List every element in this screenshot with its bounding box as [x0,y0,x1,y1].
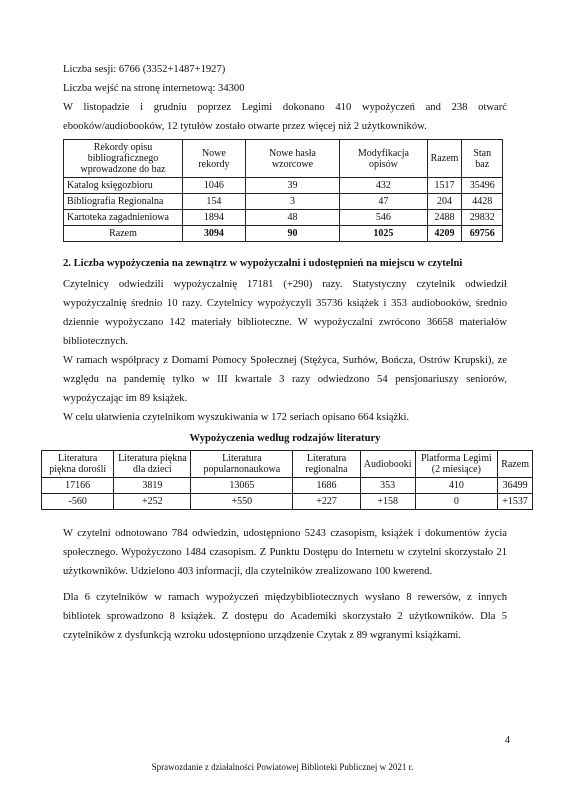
table-total-row [64,226,503,242]
table-cell: 39 [245,178,339,194]
table-row [64,194,503,210]
table-cell: +550 [191,494,293,510]
table-cell: 35496 [462,178,503,194]
literature-header-cell: Audiobooki [360,451,415,478]
table-row [64,210,503,226]
sessions-line: Liczba sesji: 6766 (3352+1487+1927) [63,64,226,75]
total-cell: 69756 [462,226,503,242]
total-cell: 3094 [183,226,246,242]
records-header-cell: Stan baz [462,140,503,178]
section-heading: 2. Liczba wypożyczenia na zewnątrz w wypożyczalni i udostępnień na miejscu w czytelni [63,258,463,269]
series-paragraph: W celu ułatwienia czytelnikom wyszukiwania w 172 seriach opisano 664 książki. [63,412,410,423]
entries-line: Liczba wejść na stronę internetową: 34300 [63,83,245,94]
total-label: Razem [64,226,183,242]
table-cell: 1046 [183,178,246,194]
records-table [63,139,503,242]
records-header-cell: Razem [427,140,462,178]
table-cell: +252 [114,494,191,510]
records-header-cell: Nowe rekordy [183,140,246,178]
table-cell: 154 [183,194,246,210]
page-content [49,60,529,645]
records-header-cell: Nowe hasła wzorcowe [245,140,339,178]
total-cell: 1025 [340,226,427,242]
table-cell: 4428 [462,194,503,210]
table-cell: 48 [245,210,339,226]
page-footer: Sprawozdanie z działalności Powiatowej Biblioteki Publicznej w 2021 r. [151,762,414,772]
dps-paragraph: W ramach współpracy z Domami Pomocy Społecznej (Stężyca, Surhów, Bończa, Ostrów Krupski), ze względu na pandemię tylko w III kwartale 3 razy odwiedzono 54 pensjonariuszy seniorów, wypożyczając im 89 książek. [63,355,507,404]
table-cell: 410 [415,478,498,494]
table-row [42,478,533,494]
total-cell: 90 [245,226,339,242]
literature-header-cell: Platforma Legimi (2 miesiące) [415,451,498,478]
table-cell: 17166 [42,478,114,494]
table-cell: 36499 [498,478,533,494]
table-cell: +1537 [498,494,533,510]
table-cell: 1686 [293,478,360,494]
literature-table [41,450,533,510]
table-cell: 546 [340,210,427,226]
row-label: Bibliografia Regionalna [64,194,183,210]
legimi-paragraph: W listopadzie i grudniu poprzez Legimi dokonano 410 wypożyczeń and 238 otwarć ebooków/audiobooków, 12 tytułów zostało otwarte przez więcej niż 2 użytkowników. [63,102,507,132]
table-row [64,178,503,194]
literature-header-cell: Literatura popularnonaukowa [191,451,293,478]
table-cell: 47 [340,194,427,210]
table-row [42,494,533,510]
table-cell: 3819 [114,478,191,494]
table-title: Wypożyczenia według rodzajów literatury [189,433,381,444]
row-label: Kartoteka zagadnieniowa [64,210,183,226]
records-header-cell: Rekordy opisu bibliograficznego wprowadzone do baz [64,140,183,178]
reading-room-paragraph: W czytelni odnotowano 784 odwiedzin, udostępniono 5243 czasopism, książek i dokumentów życia społecznego. Wypożyczono 1484 czasopism. Z Punktu Dostępu do Internetu w czytelni skorzystało 21 użytkowników. Udzielono 403 informacji, dla czytelników zrealizowano 100 kwerend. [63,528,507,577]
literature-header-cell: Literatura regionalna [293,451,360,478]
table-cell: 204 [427,194,462,210]
literature-header-cell: Literatura piękna dorośli [42,451,114,478]
table-cell: 0 [415,494,498,510]
table-cell: 432 [340,178,427,194]
literature-header-cell: Razem [498,451,533,478]
table-cell: 2488 [427,210,462,226]
table-cell: -560 [42,494,114,510]
literature-header-cell: Literatura piękna dla dzieci [114,451,191,478]
table-cell: +227 [293,494,360,510]
visits-paragraph: Czytelnicy odwiedzili wypożyczalnię 17181 (+290) razy. Statystyczny czytelnik odwiedził wypożyczalnię średnio 10 razy. Czytelnicy wypożyczyli 35736 książek i 353 audiobooków, średnio dziennie wypożyczano 142 materiały biblioteczne. W wypożyczalni zwrócono 36658 materiałów bibliotecznych. [63,279,507,347]
table-cell: +158 [360,494,415,510]
total-cell: 4209 [427,226,462,242]
table-cell: 13065 [191,478,293,494]
records-header-cell: Modyfikacja opisów [340,140,427,178]
table-cell: 29832 [462,210,503,226]
table-cell: 1894 [183,210,246,226]
literature-header-row [42,451,533,478]
table-cell: 1517 [427,178,462,194]
table-cell: 353 [360,478,415,494]
row-label: Katalog księgozbioru [64,178,183,194]
interlibrary-paragraph: Dla 6 czytelników w ramach wypożyczeń międzybibliotecznych wysłano 8 rewersów, z innych bibliotek sprowadzono 8 książek. Z dostępu do Academiki skorzystało 2 użytkowników. Dla 5 czytelników z dysfunkcją wzroku udostępniono urządzenie Czytak z 89 wgranymi książkami. [63,592,507,641]
table-cell: 3 [245,194,339,210]
records-header-row [64,140,503,178]
page-number: 4 [505,735,510,746]
